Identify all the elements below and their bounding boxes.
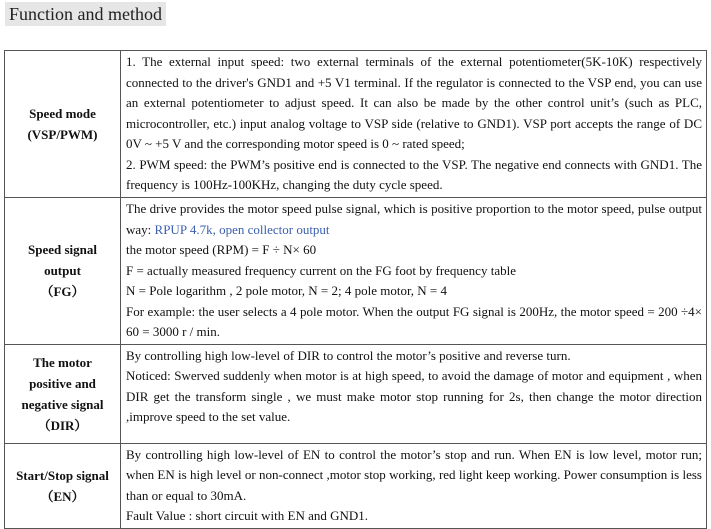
description-paragraph: Fault Value : short circuit with EN and GND1.: [126, 508, 369, 523]
row-description: [121, 443, 707, 528]
description-paragraph: By controlling high low-level of DIR to control the motor’s positive and reverse turn.: [126, 347, 571, 363]
description-paragraph: For example: the user selects a 4 pole motor. When the output FG signal is 200Hz, the motor speed = 200 ÷4× 60 = 3000 r / min.: [126, 303, 702, 339]
table-row-start-stop: [5, 443, 707, 528]
table-row-speed-signal: [5, 198, 707, 345]
row-label: [5, 443, 121, 528]
row-description: [121, 344, 707, 443]
highlight-text: RPUP 4.7k, open collector output: [154, 221, 330, 237]
description-paragraph: F = actually measured frequency current on the FG foot by frequency table: [126, 262, 516, 278]
row-label: [5, 198, 121, 345]
label-line: The motor: [33, 354, 92, 370]
label-line: （EN）: [40, 488, 85, 504]
page-title: Function and method: [5, 2, 166, 26]
table-row-speed-mode: [5, 51, 707, 198]
label-line: Speed mode: [29, 106, 96, 121]
description-paragraph: 1. The external input speed: two external terminals of the external potentiometer(5K-10K) respectively connected to the driver's GND1 and +5 V1 terminal. If the regulator is connected to the VSP end, you can use an external potentiometer to adjust speed. It can also be made by the other control unit’s (such as PLC, microcontroller, etc.) input analog voltage to VSP side (relative to GND1). VSP port accepts the range of DC 0V ~ +5 V and the corresponding motor speed is 0 ~ rated speed;: [126, 54, 702, 151]
label-line: Speed signal: [28, 242, 97, 258]
label-line: （DIR）: [37, 417, 88, 433]
description-paragraph: Noticed: Swerved suddenly when motor is at high speed, to avoid the damage of motor and equipment , when DIR get the transform single , we must make motor stop running for 2s, then change the motor direction ,improve speed to the set value.: [126, 368, 702, 424]
label-line: Start/Stop signal: [16, 467, 109, 483]
description-paragraph: 2. PWM speed: the PWM’s positive end is connected to the VSP. The negative end connects with GND1. The frequency is 100Hz-100KHz, changing the duty cycle speed.: [126, 156, 702, 192]
label-line: output: [44, 263, 81, 279]
row-description: [121, 198, 707, 345]
label-line: negative signal: [21, 396, 104, 412]
description-text: The drive provides the motor speed pulse signal, which is positive proportion to the motor speed, pulse output way:: [126, 201, 702, 237]
function-table: [4, 50, 707, 529]
description-paragraph: the motor speed (RPM) = F ÷ N× 60: [126, 242, 317, 257]
description-paragraph: By controlling high low-level of EN to control the motor’s stop and run. When EN is low level, motor run; when EN is high level or non-connect ,motor stop working, red light keep working. Power consumption is less than or equal to 30mA.: [126, 446, 702, 503]
description-paragraph: N = Pole logarithm , 2 pole motor, N = 2; 4 pole motor, N = 4: [126, 283, 448, 298]
description-paragraph: [126, 199, 702, 240]
label-line: positive and: [29, 375, 96, 391]
label-line: (VSP/PWM): [27, 127, 98, 142]
label-line: （FG）: [40, 284, 85, 300]
row-description: [121, 51, 707, 198]
row-label: [5, 51, 121, 198]
table-row-direction: [5, 344, 707, 443]
row-label: [5, 344, 121, 443]
